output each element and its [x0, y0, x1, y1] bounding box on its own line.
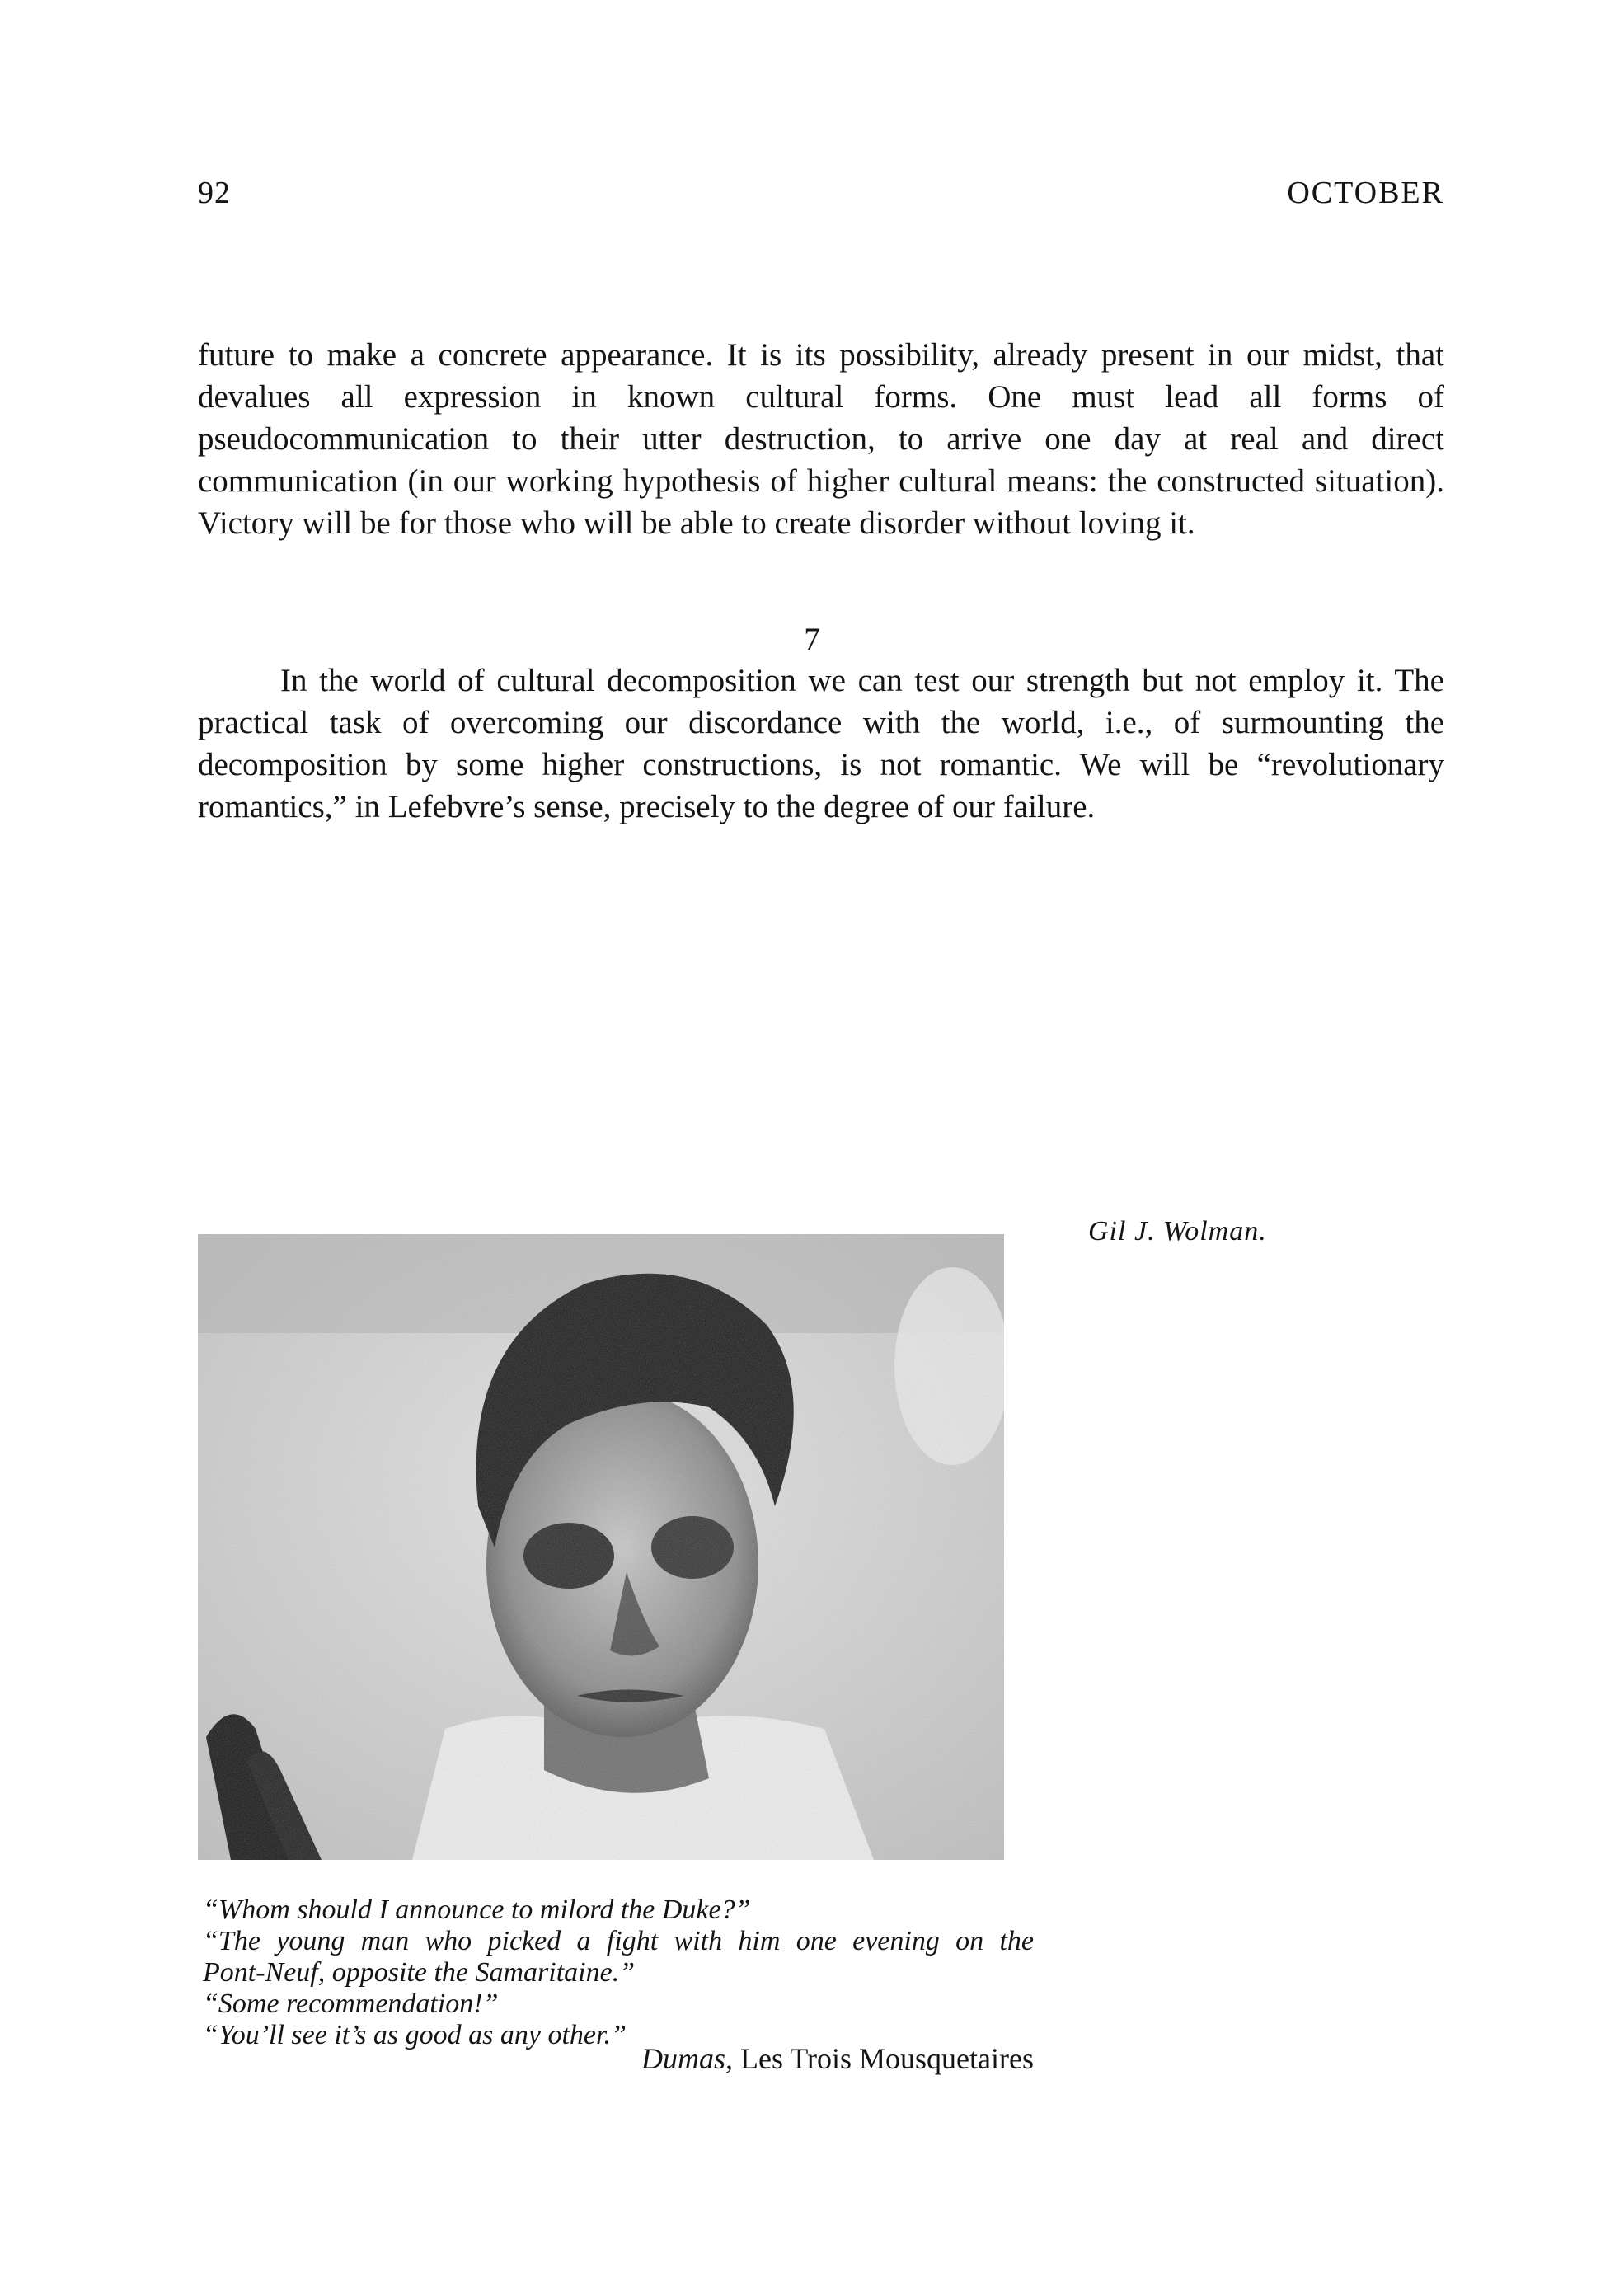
paragraph-section-7: In the world of cultural decomposition we can test our strength but not employ it. The practical task of overcoming our discordance with the world, i.e., of surmounting the decomposition by some higher constructions, is not romantic. We will be “revolutionary romantics,” in Lefebvre’s sense, precisely to the degree of our failure.: [198, 663, 1444, 824]
paragraph-continued: future to make a concrete appearance. It is its possibility, already present in our midst, that devalues all expression in known cultural forms. One must lead all forms of pseudocommunication to their utter destruction, to arrive one day at real and direct communication (in our working hypothesis of higher cultural means: the constructed situation). Victory will be for those who will be able to create disorder without loving it.: [198, 337, 1444, 541]
attribution-title: Les Trois Mousquetaires: [739, 2042, 1034, 2075]
epigraph: [203, 1895, 1034, 2051]
running-head: OCTOBER: [1287, 176, 1444, 210]
section-number: 7: [804, 622, 820, 657]
epigraph-line: “The young man who picked a fight with him one evening on the: [203, 1926, 1034, 1956]
epigraph-attribution: [641, 2041, 1034, 2076]
epigraph-line: Pont-Neuf, opposite the Samaritaine.”: [203, 1957, 636, 1988]
portrait-illustration: [198, 1234, 1004, 1860]
attribution-author: Dumas,: [641, 2042, 733, 2075]
photo-caption: Gil J. Wolman.: [1088, 1216, 1267, 1247]
epigraph-line: “Whom should I announce to milord the Duke?”: [203, 1895, 751, 1925]
portrait-photo: [198, 1234, 1004, 1860]
epigraph-line: “Some recommendation!”: [203, 1989, 499, 2019]
page-number: 92: [198, 176, 231, 210]
epigraph-line: “You’ll see it’s as good as any other.”: [203, 2020, 627, 2050]
